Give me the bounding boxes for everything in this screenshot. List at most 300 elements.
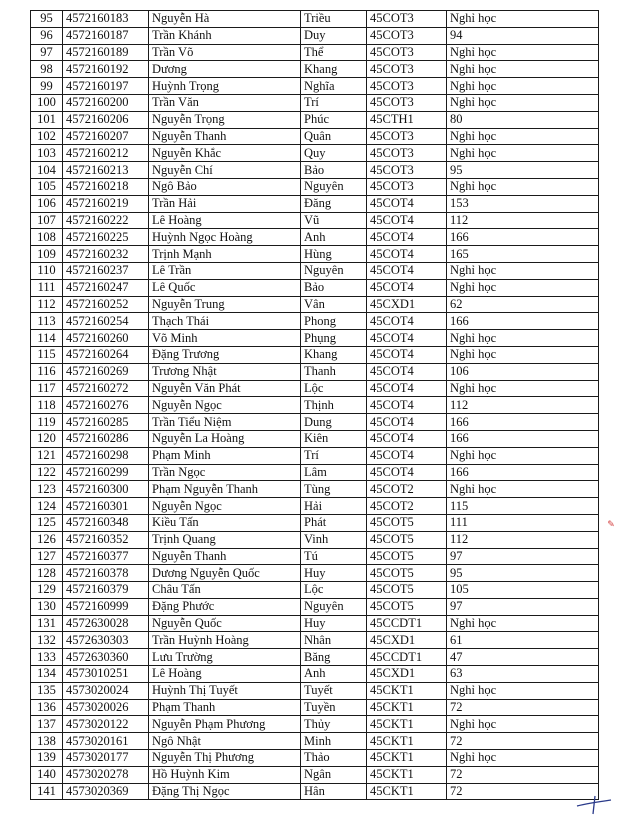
class-code-cell: 45CKT1 bbox=[367, 682, 447, 699]
student-id-cell: 4573020177 bbox=[63, 750, 149, 767]
class-code-cell: 45CCDT1 bbox=[367, 649, 447, 666]
class-code-cell: 45CKT1 bbox=[367, 716, 447, 733]
given-name-cell: Quân bbox=[301, 128, 367, 145]
surname-middle-name-cell: Nguyễn Hà bbox=[149, 11, 301, 28]
given-name-cell: Phong bbox=[301, 313, 367, 330]
class-code-cell: 45COT4 bbox=[367, 195, 447, 212]
student-id-cell: 4572160187 bbox=[63, 27, 149, 44]
student-id-cell: 4572160252 bbox=[63, 296, 149, 313]
status-or-score-cell: Nghỉ học bbox=[447, 11, 599, 28]
student-id-cell: 4572160260 bbox=[63, 330, 149, 347]
table-row bbox=[31, 178, 599, 195]
status-or-score-cell: 62 bbox=[447, 296, 599, 313]
surname-middle-name-cell: Kiều Tấn bbox=[149, 514, 301, 531]
status-or-score-cell: 166 bbox=[447, 464, 599, 481]
table-row bbox=[31, 649, 599, 666]
surname-middle-name-cell: Nguyễn Thị Phương bbox=[149, 750, 301, 767]
given-name-cell: Huy bbox=[301, 615, 367, 632]
row-number-cell: 122 bbox=[31, 464, 63, 481]
table-row bbox=[31, 279, 599, 296]
class-code-cell: 45COT4 bbox=[367, 262, 447, 279]
student-id-cell: 4572630360 bbox=[63, 649, 149, 666]
status-or-score-cell: Nghỉ học bbox=[447, 716, 599, 733]
class-code-cell: 45CKT1 bbox=[367, 783, 447, 800]
handwritten-check-mark-icon bbox=[575, 788, 615, 818]
student-id-cell: 4572160206 bbox=[63, 111, 149, 128]
handwritten-margin-mark: ✎ bbox=[606, 520, 616, 530]
class-code-cell: 45COT3 bbox=[367, 178, 447, 195]
surname-middle-name-cell: Trần Tiểu Niệm bbox=[149, 414, 301, 431]
table-row bbox=[31, 447, 599, 464]
status-or-score-cell: 106 bbox=[447, 363, 599, 380]
table-row bbox=[31, 111, 599, 128]
given-name-cell: Kiên bbox=[301, 430, 367, 447]
given-name-cell: Lộc bbox=[301, 380, 367, 397]
row-number-cell: 129 bbox=[31, 582, 63, 599]
table-row bbox=[31, 548, 599, 565]
status-or-score-cell: 165 bbox=[447, 246, 599, 263]
status-or-score-cell: 72 bbox=[447, 766, 599, 783]
status-or-score-cell: Nghỉ học bbox=[447, 94, 599, 111]
row-number-cell: 140 bbox=[31, 766, 63, 783]
surname-middle-name-cell: Nguyễn Quốc bbox=[149, 615, 301, 632]
row-number-cell: 135 bbox=[31, 682, 63, 699]
row-number-cell: 109 bbox=[31, 246, 63, 263]
row-number-cell: 102 bbox=[31, 128, 63, 145]
surname-middle-name-cell: Huỳnh Thị Tuyết bbox=[149, 682, 301, 699]
class-code-cell: 45COT4 bbox=[367, 447, 447, 464]
row-number-cell: 128 bbox=[31, 565, 63, 582]
class-code-cell: 45COT4 bbox=[367, 279, 447, 296]
status-or-score-cell: Nghỉ học bbox=[447, 279, 599, 296]
table-row bbox=[31, 582, 599, 599]
surname-middle-name-cell: Dương Nguyễn Quốc bbox=[149, 565, 301, 582]
status-or-score-cell: 105 bbox=[447, 582, 599, 599]
given-name-cell: Nguyên bbox=[301, 598, 367, 615]
row-number-cell: 123 bbox=[31, 481, 63, 498]
given-name-cell: Trí bbox=[301, 447, 367, 464]
status-or-score-cell: 47 bbox=[447, 649, 599, 666]
surname-middle-name-cell: Trịnh Quang bbox=[149, 531, 301, 548]
class-code-cell: 45COT3 bbox=[367, 11, 447, 28]
status-or-score-cell: 95 bbox=[447, 565, 599, 582]
student-id-cell: 4572160247 bbox=[63, 279, 149, 296]
status-or-score-cell: Nghỉ học bbox=[447, 178, 599, 195]
row-number-cell: 105 bbox=[31, 178, 63, 195]
status-or-score-cell: 166 bbox=[447, 313, 599, 330]
student-id-cell: 4572160286 bbox=[63, 430, 149, 447]
status-or-score-cell: 95 bbox=[447, 162, 599, 179]
row-number-cell: 115 bbox=[31, 346, 63, 363]
student-id-cell: 4573020122 bbox=[63, 716, 149, 733]
row-number-cell: 132 bbox=[31, 632, 63, 649]
row-number-cell: 107 bbox=[31, 212, 63, 229]
status-or-score-cell: 112 bbox=[447, 212, 599, 229]
given-name-cell: Lộc bbox=[301, 582, 367, 599]
surname-middle-name-cell: Hồ Huỳnh Kim bbox=[149, 766, 301, 783]
student-id-cell: 4572160352 bbox=[63, 531, 149, 548]
given-name-cell: Thủy bbox=[301, 716, 367, 733]
status-or-score-cell: 115 bbox=[447, 498, 599, 515]
class-code-cell: 45COT4 bbox=[367, 430, 447, 447]
given-name-cell: Thanh bbox=[301, 363, 367, 380]
class-code-cell: 45COT4 bbox=[367, 346, 447, 363]
class-code-cell: 45COT4 bbox=[367, 397, 447, 414]
status-or-score-cell: Nghỉ học bbox=[447, 380, 599, 397]
student-id-cell: 4573020024 bbox=[63, 682, 149, 699]
student-id-cell: 4572160189 bbox=[63, 44, 149, 61]
student-id-cell: 4572160232 bbox=[63, 246, 149, 263]
surname-middle-name-cell: Đặng Trương bbox=[149, 346, 301, 363]
row-number-cell: 100 bbox=[31, 94, 63, 111]
class-code-cell: 45COT3 bbox=[367, 61, 447, 78]
student-list-page bbox=[30, 10, 598, 800]
given-name-cell: Nguyên bbox=[301, 262, 367, 279]
table-row bbox=[31, 481, 599, 498]
table-row bbox=[31, 565, 599, 582]
student-id-cell: 4572160192 bbox=[63, 61, 149, 78]
student-id-cell: 4572160272 bbox=[63, 380, 149, 397]
class-code-cell: 45COT5 bbox=[367, 582, 447, 599]
class-code-cell: 45CKT1 bbox=[367, 733, 447, 750]
row-number-cell: 127 bbox=[31, 548, 63, 565]
given-name-cell: Lâm bbox=[301, 464, 367, 481]
given-name-cell: Huy bbox=[301, 565, 367, 582]
surname-middle-name-cell: Ngô Nhật bbox=[149, 733, 301, 750]
status-or-score-cell: Nghỉ học bbox=[447, 447, 599, 464]
row-number-cell: 124 bbox=[31, 498, 63, 515]
surname-middle-name-cell: Lưu Trường bbox=[149, 649, 301, 666]
given-name-cell: Thể bbox=[301, 44, 367, 61]
row-number-cell: 137 bbox=[31, 716, 63, 733]
class-code-cell: 45COT2 bbox=[367, 481, 447, 498]
table-row bbox=[31, 27, 599, 44]
table-row bbox=[31, 514, 599, 531]
student-id-cell: 4572160222 bbox=[63, 212, 149, 229]
student-id-cell: 4572160378 bbox=[63, 565, 149, 582]
student-id-cell: 4572160200 bbox=[63, 94, 149, 111]
row-number-cell: 121 bbox=[31, 447, 63, 464]
student-id-cell: 4573020369 bbox=[63, 783, 149, 800]
row-number-cell: 108 bbox=[31, 229, 63, 246]
surname-middle-name-cell: Ngô Bảo bbox=[149, 178, 301, 195]
given-name-cell: Duy bbox=[301, 27, 367, 44]
row-number-cell: 139 bbox=[31, 750, 63, 767]
student-id-cell: 4573020278 bbox=[63, 766, 149, 783]
surname-middle-name-cell: Lê Hoàng bbox=[149, 212, 301, 229]
surname-middle-name-cell: Nguyễn Ngọc bbox=[149, 498, 301, 515]
class-code-cell: 45COT4 bbox=[367, 313, 447, 330]
class-code-cell: 45COT4 bbox=[367, 212, 447, 229]
surname-middle-name-cell: Nguyễn Chí bbox=[149, 162, 301, 179]
student-id-cell: 4572160299 bbox=[63, 464, 149, 481]
surname-middle-name-cell: Lê Hoàng bbox=[149, 666, 301, 683]
class-code-cell: 45COT5 bbox=[367, 598, 447, 615]
student-table-body bbox=[31, 11, 599, 800]
table-row bbox=[31, 313, 599, 330]
given-name-cell: Nhân bbox=[301, 632, 367, 649]
status-or-score-cell: Nghỉ học bbox=[447, 750, 599, 767]
student-id-cell: 4572160269 bbox=[63, 363, 149, 380]
surname-middle-name-cell: Phạm Thanh bbox=[149, 699, 301, 716]
status-or-score-cell: 153 bbox=[447, 195, 599, 212]
status-or-score-cell: 63 bbox=[447, 666, 599, 683]
given-name-cell: Hùng bbox=[301, 246, 367, 263]
given-name-cell: Minh bbox=[301, 733, 367, 750]
table-row bbox=[31, 783, 599, 800]
given-name-cell: Tùng bbox=[301, 481, 367, 498]
table-row bbox=[31, 498, 599, 515]
given-name-cell: Vinh bbox=[301, 531, 367, 548]
status-or-score-cell: 112 bbox=[447, 397, 599, 414]
given-name-cell: Đăng bbox=[301, 195, 367, 212]
surname-middle-name-cell: Phạm Minh bbox=[149, 447, 301, 464]
student-id-cell: 4572160237 bbox=[63, 262, 149, 279]
class-code-cell: 45CCDT1 bbox=[367, 615, 447, 632]
row-number-cell: 97 bbox=[31, 44, 63, 61]
status-or-score-cell: 94 bbox=[447, 27, 599, 44]
given-name-cell: Vân bbox=[301, 296, 367, 313]
student-id-cell: 4572160379 bbox=[63, 582, 149, 599]
surname-middle-name-cell: Đặng Thị Ngọc bbox=[149, 783, 301, 800]
student-id-cell: 4572160301 bbox=[63, 498, 149, 515]
given-name-cell: Dung bbox=[301, 414, 367, 431]
student-id-cell: 4572160377 bbox=[63, 548, 149, 565]
student-id-cell: 4572160348 bbox=[63, 514, 149, 531]
given-name-cell: Thảo bbox=[301, 750, 367, 767]
table-row bbox=[31, 262, 599, 279]
class-code-cell: 45COT5 bbox=[367, 565, 447, 582]
surname-middle-name-cell: Võ Minh bbox=[149, 330, 301, 347]
table-row bbox=[31, 330, 599, 347]
class-code-cell: 45CKT1 bbox=[367, 699, 447, 716]
status-or-score-cell: 61 bbox=[447, 632, 599, 649]
class-code-cell: 45COT3 bbox=[367, 162, 447, 179]
surname-middle-name-cell: Nguyễn Thanh bbox=[149, 128, 301, 145]
given-name-cell: Nghĩa bbox=[301, 78, 367, 95]
row-number-cell: 134 bbox=[31, 666, 63, 683]
given-name-cell: Phúc bbox=[301, 111, 367, 128]
class-code-cell: 45COT3 bbox=[367, 145, 447, 162]
student-id-cell: 4572630028 bbox=[63, 615, 149, 632]
row-number-cell: 117 bbox=[31, 380, 63, 397]
table-row bbox=[31, 615, 599, 632]
status-or-score-cell: Nghỉ học bbox=[447, 615, 599, 632]
row-number-cell: 99 bbox=[31, 78, 63, 95]
class-code-cell: 45COT4 bbox=[367, 464, 447, 481]
row-number-cell: 96 bbox=[31, 27, 63, 44]
surname-middle-name-cell: Trịnh Mạnh bbox=[149, 246, 301, 263]
status-or-score-cell: 112 bbox=[447, 531, 599, 548]
table-row bbox=[31, 11, 599, 28]
surname-middle-name-cell: Nguyễn Khắc bbox=[149, 145, 301, 162]
given-name-cell: Nguyên bbox=[301, 178, 367, 195]
table-row bbox=[31, 666, 599, 683]
table-row bbox=[31, 414, 599, 431]
status-or-score-cell: Nghỉ học bbox=[447, 481, 599, 498]
surname-middle-name-cell: Nguyễn Trọng bbox=[149, 111, 301, 128]
given-name-cell: Khang bbox=[301, 61, 367, 78]
given-name-cell: Băng bbox=[301, 649, 367, 666]
table-row bbox=[31, 296, 599, 313]
table-row bbox=[31, 212, 599, 229]
class-code-cell: 45CXD1 bbox=[367, 296, 447, 313]
surname-middle-name-cell: Huỳnh Trọng bbox=[149, 78, 301, 95]
row-number-cell: 98 bbox=[31, 61, 63, 78]
surname-middle-name-cell: Thạch Thái bbox=[149, 313, 301, 330]
surname-middle-name-cell: Trần Văn bbox=[149, 94, 301, 111]
student-id-cell: 4572160212 bbox=[63, 145, 149, 162]
student-id-cell: 4572160207 bbox=[63, 128, 149, 145]
class-code-cell: 45COT5 bbox=[367, 548, 447, 565]
row-number-cell: 103 bbox=[31, 145, 63, 162]
table-row bbox=[31, 61, 599, 78]
row-number-cell: 104 bbox=[31, 162, 63, 179]
class-code-cell: 45COT4 bbox=[367, 380, 447, 397]
given-name-cell: Phát bbox=[301, 514, 367, 531]
row-number-cell: 101 bbox=[31, 111, 63, 128]
given-name-cell: Ngân bbox=[301, 766, 367, 783]
status-or-score-cell: 72 bbox=[447, 699, 599, 716]
row-number-cell: 138 bbox=[31, 733, 63, 750]
surname-middle-name-cell: Lê Quốc bbox=[149, 279, 301, 296]
class-code-cell: 45COT5 bbox=[367, 514, 447, 531]
status-or-score-cell: 97 bbox=[447, 598, 599, 615]
surname-middle-name-cell: Phạm Nguyễn Thanh bbox=[149, 481, 301, 498]
class-code-cell: 45CXD1 bbox=[367, 632, 447, 649]
status-or-score-cell: Nghỉ học bbox=[447, 128, 599, 145]
surname-middle-name-cell: Dương bbox=[149, 61, 301, 78]
table-row bbox=[31, 363, 599, 380]
class-code-cell: 45COT4 bbox=[367, 246, 447, 263]
given-name-cell: Trí bbox=[301, 94, 367, 111]
class-code-cell: 45CKT1 bbox=[367, 750, 447, 767]
row-number-cell: 141 bbox=[31, 783, 63, 800]
status-or-score-cell: 166 bbox=[447, 414, 599, 431]
given-name-cell: Anh bbox=[301, 666, 367, 683]
status-or-score-cell: Nghỉ học bbox=[447, 145, 599, 162]
row-number-cell: 116 bbox=[31, 363, 63, 380]
class-code-cell: 45COT3 bbox=[367, 44, 447, 61]
table-row bbox=[31, 750, 599, 767]
table-row bbox=[31, 464, 599, 481]
given-name-cell: Bảo bbox=[301, 279, 367, 296]
row-number-cell: 113 bbox=[31, 313, 63, 330]
class-code-cell: 45CTH1 bbox=[367, 111, 447, 128]
class-code-cell: 45COT5 bbox=[367, 531, 447, 548]
student-id-cell: 4572160218 bbox=[63, 178, 149, 195]
table-row bbox=[31, 246, 599, 263]
table-row bbox=[31, 229, 599, 246]
table-row bbox=[31, 733, 599, 750]
student-id-cell: 4573020026 bbox=[63, 699, 149, 716]
row-number-cell: 111 bbox=[31, 279, 63, 296]
given-name-cell: Phụng bbox=[301, 330, 367, 347]
surname-middle-name-cell: Trần Hải bbox=[149, 195, 301, 212]
student-id-cell: 4572160264 bbox=[63, 346, 149, 363]
table-row bbox=[31, 346, 599, 363]
row-number-cell: 130 bbox=[31, 598, 63, 615]
surname-middle-name-cell: Trần Khánh bbox=[149, 27, 301, 44]
given-name-cell: Triều bbox=[301, 11, 367, 28]
row-number-cell: 95 bbox=[31, 11, 63, 28]
student-id-cell: 4572160300 bbox=[63, 481, 149, 498]
given-name-cell: Thịnh bbox=[301, 397, 367, 414]
table-row bbox=[31, 598, 599, 615]
row-number-cell: 106 bbox=[31, 195, 63, 212]
table-row bbox=[31, 766, 599, 783]
row-number-cell: 120 bbox=[31, 430, 63, 447]
status-or-score-cell: 166 bbox=[447, 229, 599, 246]
student-id-cell: 4572160197 bbox=[63, 78, 149, 95]
surname-middle-name-cell: Huỳnh Ngọc Hoàng bbox=[149, 229, 301, 246]
status-or-score-cell: Nghỉ học bbox=[447, 262, 599, 279]
surname-middle-name-cell: Trương Nhật bbox=[149, 363, 301, 380]
class-code-cell: 45COT4 bbox=[367, 330, 447, 347]
given-name-cell: Vũ bbox=[301, 212, 367, 229]
class-code-cell: 45CKT1 bbox=[367, 766, 447, 783]
status-or-score-cell: 72 bbox=[447, 783, 599, 800]
student-id-cell: 4572630303 bbox=[63, 632, 149, 649]
table-row bbox=[31, 632, 599, 649]
status-or-score-cell: Nghỉ học bbox=[447, 44, 599, 61]
status-or-score-cell: Nghỉ học bbox=[447, 330, 599, 347]
given-name-cell: Tuyết bbox=[301, 682, 367, 699]
table-row bbox=[31, 397, 599, 414]
student-id-cell: 4572160254 bbox=[63, 313, 149, 330]
surname-middle-name-cell: Nguyễn Ngọc bbox=[149, 397, 301, 414]
table-row bbox=[31, 44, 599, 61]
status-or-score-cell: 72 bbox=[447, 733, 599, 750]
given-name-cell: Khang bbox=[301, 346, 367, 363]
given-name-cell: Tú bbox=[301, 548, 367, 565]
student-id-cell: 4573010251 bbox=[63, 666, 149, 683]
status-or-score-cell: 97 bbox=[447, 548, 599, 565]
table-row bbox=[31, 145, 599, 162]
table-row bbox=[31, 699, 599, 716]
status-or-score-cell: Nghỉ học bbox=[447, 78, 599, 95]
class-code-cell: 45COT4 bbox=[367, 363, 447, 380]
row-number-cell: 110 bbox=[31, 262, 63, 279]
status-or-score-cell: 111 bbox=[447, 514, 599, 531]
given-name-cell: Anh bbox=[301, 229, 367, 246]
student-id-cell: 4572160183 bbox=[63, 11, 149, 28]
given-name-cell: Hải bbox=[301, 498, 367, 515]
class-code-cell: 45COT3 bbox=[367, 27, 447, 44]
class-code-cell: 45COT3 bbox=[367, 78, 447, 95]
surname-middle-name-cell: Nguyễn Trung bbox=[149, 296, 301, 313]
table-row bbox=[31, 78, 599, 95]
table-row bbox=[31, 162, 599, 179]
table-row bbox=[31, 195, 599, 212]
row-number-cell: 131 bbox=[31, 615, 63, 632]
table-row bbox=[31, 430, 599, 447]
given-name-cell: Quy bbox=[301, 145, 367, 162]
status-or-score-cell: 166 bbox=[447, 430, 599, 447]
row-number-cell: 136 bbox=[31, 699, 63, 716]
row-number-cell: 119 bbox=[31, 414, 63, 431]
surname-middle-name-cell: Nguyễn La Hoàng bbox=[149, 430, 301, 447]
class-code-cell: 45COT4 bbox=[367, 414, 447, 431]
status-or-score-cell: Nghỉ học bbox=[447, 682, 599, 699]
surname-middle-name-cell: Trần Võ bbox=[149, 44, 301, 61]
surname-middle-name-cell: Đặng Phước bbox=[149, 598, 301, 615]
table-row bbox=[31, 128, 599, 145]
table-row bbox=[31, 716, 599, 733]
given-name-cell: Tuyền bbox=[301, 699, 367, 716]
student-id-cell: 4572160213 bbox=[63, 162, 149, 179]
surname-middle-name-cell: Nguyễn Phạm Phương bbox=[149, 716, 301, 733]
